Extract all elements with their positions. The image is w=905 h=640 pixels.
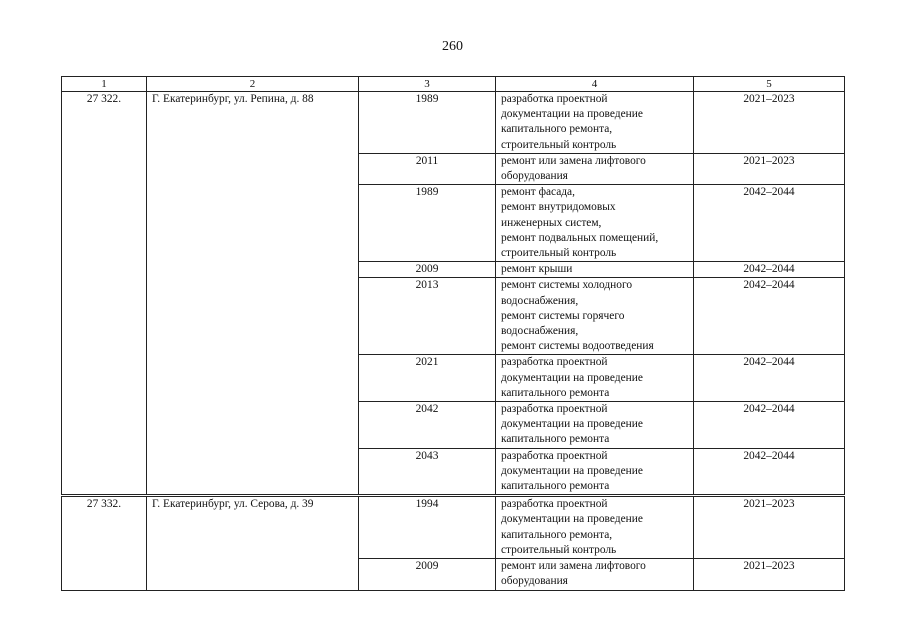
work-type: разработка проектной документации на проведение капитального ремонта, строительный контроль <box>496 496 694 559</box>
work-type: ремонт или замена лифтового оборудования <box>496 559 694 590</box>
planned-period: 2042–2044 <box>694 448 845 496</box>
last-repair-year: 2011 <box>359 153 496 184</box>
building-address: Г. Екатеринбург, ул. Серова, д. 39 <box>147 496 359 590</box>
last-repair-year: 2021 <box>359 355 496 402</box>
table-body <box>62 92 845 591</box>
column-number-row <box>62 77 845 92</box>
work-type: ремонт крыши <box>496 262 694 278</box>
work-type: разработка проектной документации на проведение капитального ремонта <box>496 402 694 449</box>
work-type: ремонт системы холодного водоснабжения, ремонт системы горячего водоснабжения, ремонт системы водоотведения <box>496 278 694 355</box>
building-number: 27 322. <box>62 92 147 496</box>
planned-period: 2021–2023 <box>694 559 845 590</box>
planned-period: 2042–2044 <box>694 355 845 402</box>
page-number: 260 <box>442 39 463 54</box>
planned-period: 2021–2023 <box>694 496 845 559</box>
column-header: 1 <box>62 77 147 92</box>
last-repair-year: 2009 <box>359 559 496 590</box>
column-header: 4 <box>496 77 694 92</box>
planned-period: 2042–2044 <box>694 185 845 262</box>
last-repair-year: 2013 <box>359 278 496 355</box>
last-repair-year: 2009 <box>359 262 496 278</box>
planned-period: 2021–2023 <box>694 92 845 154</box>
last-repair-year: 1994 <box>359 496 496 559</box>
building-number: 27 332. <box>62 496 147 590</box>
planned-period: 2042–2044 <box>694 262 845 278</box>
building-address: Г. Екатеринбург, ул. Репина, д. 88 <box>147 92 359 496</box>
column-header: 5 <box>694 77 845 92</box>
planned-period: 2042–2044 <box>694 278 845 355</box>
planned-period: 2021–2023 <box>694 153 845 184</box>
planned-period: 2042–2044 <box>694 402 845 449</box>
work-type: разработка проектной документации на проведение капитального ремонта <box>496 355 694 402</box>
last-repair-year: 2043 <box>359 448 496 496</box>
last-repair-year: 1989 <box>359 92 496 154</box>
table-row <box>62 496 845 559</box>
work-type: ремонт или замена лифтового оборудования <box>496 153 694 184</box>
last-repair-year: 2042 <box>359 402 496 449</box>
work-type: разработка проектной документации на проведение капитального ремонта <box>496 448 694 496</box>
last-repair-year: 1989 <box>359 185 496 262</box>
column-header: 2 <box>147 77 359 92</box>
column-header: 3 <box>359 77 496 92</box>
repair-schedule-table <box>61 76 845 591</box>
work-type: разработка проектной документации на проведение капитального ремонта, строительный контроль <box>496 92 694 154</box>
work-type: ремонт фасада, ремонт внутридомовых инженерных систем, ремонт подвальных помещений, строительный контроль <box>496 185 694 262</box>
table-row <box>62 92 845 154</box>
